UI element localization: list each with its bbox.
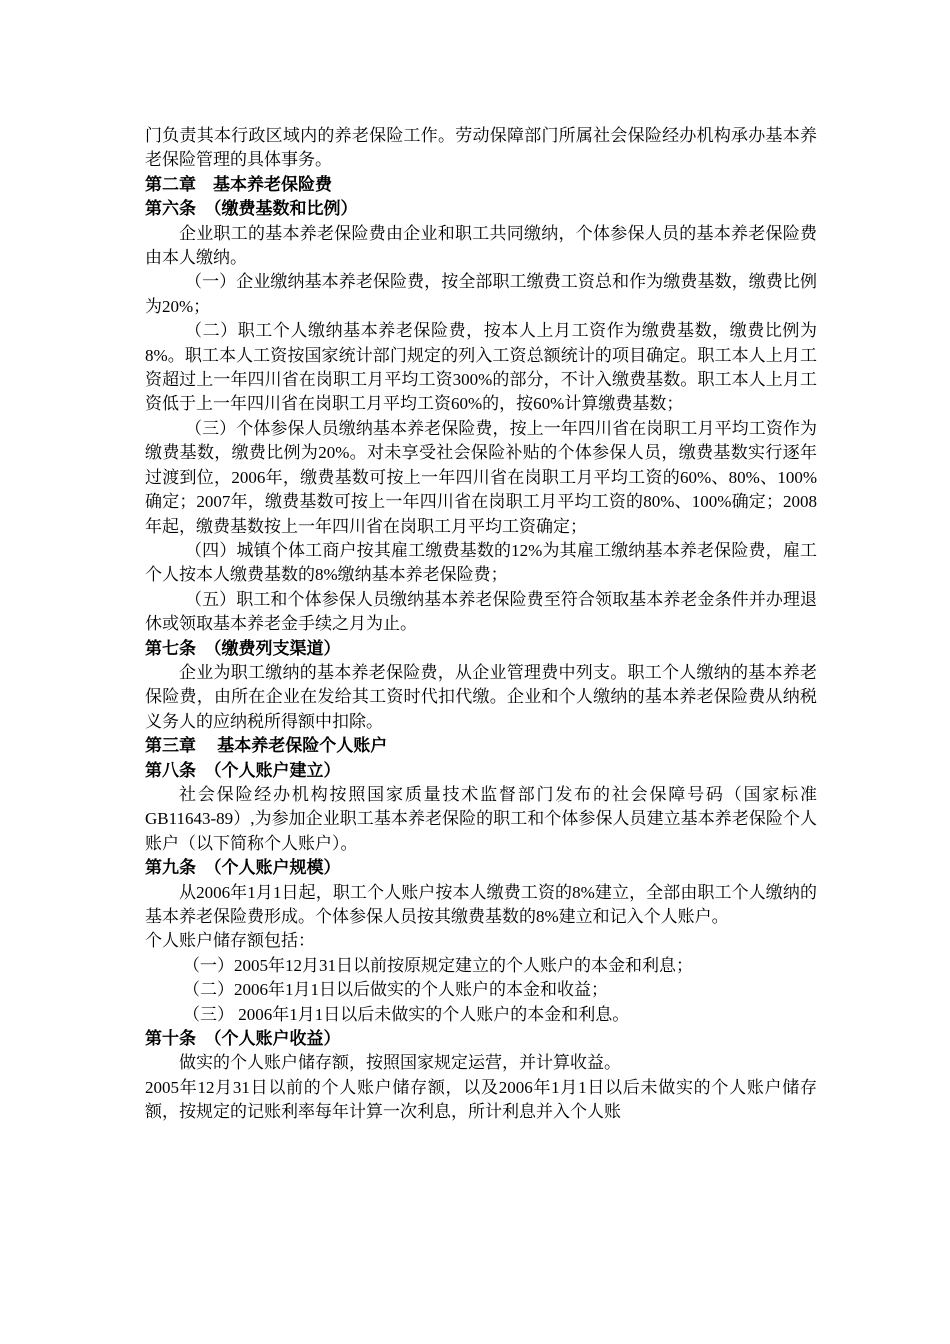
paragraph: 企业为职工缴纳的基本养老保险费，从企业管理费中列支。职工个人缴纳的基本养老保险费，由所在企业在发给其工资时代扣代缴。企业和个人缴纳的基本养老保险费从纳税义务人的应纳税所得额中扣除。	[145, 662, 817, 731]
paragraph: （一）企业缴纳基本养老保险费，按全部职工缴费工资总和作为缴费基数，缴费比例为20%；	[145, 272, 817, 316]
paragraph: 做实的个人账户储存额，按照国家规定运营，并计算收益。	[179, 1053, 621, 1073]
paragraph: （二）职工个人缴纳基本养老保险费，按本人上月工资作为缴费基数，缴费比例为8%。职工本人工资按国家统计部门规定的列入工资总额统计的项目确定。职工本人上月工资超过上一年四川省在岗职工月平均工资300%的部分，不计入缴费基数。职工本人上月工资低于上一年四川省在岗职工月平均工资60%的，按60%计算缴费基数；	[145, 321, 817, 414]
paragraph: （二）2006年1月1日以后做实的个人账户的本金和收益；	[183, 980, 608, 1000]
paragraph: 门负责其本行政区域内的养老保险工作。劳动保障部门所属社会保险经办机构承办基本养老保险管理的具体事务。	[145, 126, 817, 170]
section-heading: 第十条 （个人账户收益）	[145, 1029, 341, 1049]
document-page	[145, 124, 817, 1125]
paragraph: （三）个体参保人员缴纳基本养老保险费，按上一年四川省在岗职工月平均工资作为缴费基数，缴费比例为20%。对未享受社会保险补贴的个体参保人员，缴费基数实行逐年过渡到位，2006年，缴费基数可按上一年四川省在岗职工月平均工资的60%、80%、100%确定；2007年，缴费基数可按上一年四川省在岗职工月平均工资的80%、100%确定；2008年起，缴费基数按上一年四川省在岗职工月平均工资确定；	[145, 418, 817, 536]
paragraph: （三） 2006年1月1日以后未做实的个人账户的本金和利息。	[183, 1004, 630, 1024]
section-heading: 第二章 基本养老保险费	[145, 174, 332, 194]
paragraph: （一）2005年12月31日以前按原规定建立的个人账户的本金和利息；	[183, 955, 693, 975]
paragraph: 2005年12月31日以前的个人账户储存额，以及2006年1月1日以后未做实的个人账户储存额，按规定的记账利率每年计算一次利息，所计利息并入个人账	[145, 1077, 817, 1122]
section-heading: 第八条 （个人账户建立）	[145, 760, 341, 780]
paragraph: （五）职工和个体参保人员缴纳基本养老保险费至符合领取基本养老金条件并办理退休或领取基本养老金手续之月为止。	[145, 589, 817, 634]
paragraph: （四）城镇个体工商户按其雇工缴费基数的12%为其雇工缴纳基本养老保险费，雇工个人按本人缴费基数的8%缴纳基本养老保险费；	[145, 540, 817, 585]
paragraph: 企业职工的基本养老保险费由企业和职工共同缴纳，个体参保人员的基本养老保险费由本人缴纳。	[145, 223, 817, 268]
section-heading: 第三章 基本养老保险个人账户	[145, 736, 388, 756]
paragraph: 社会保险经办机构按照国家质量技术监督部门发布的社会保障号码（国家标准GB11643-89）,为参加企业职工基本养老保险的职工和个体参保人员建立基本养老保险个人账户（以下简称个人账户）。	[145, 784, 817, 853]
paragraph: 从2006年1月1日起，职工个人账户按本人缴费工资的8%建立，全部由职工个人缴纳的基本养老保险费形成。个体参保人员按其缴费基数的8%建立和记入个人账户。	[145, 882, 817, 926]
section-heading: 第六条 （缴费基数和比例）	[145, 199, 358, 219]
section-heading: 第七条 （缴费列支渠道）	[145, 638, 341, 658]
section-heading: 第九条 （个人账户规模）	[145, 858, 341, 878]
paragraph: 个人账户储存额包括：	[145, 931, 315, 951]
